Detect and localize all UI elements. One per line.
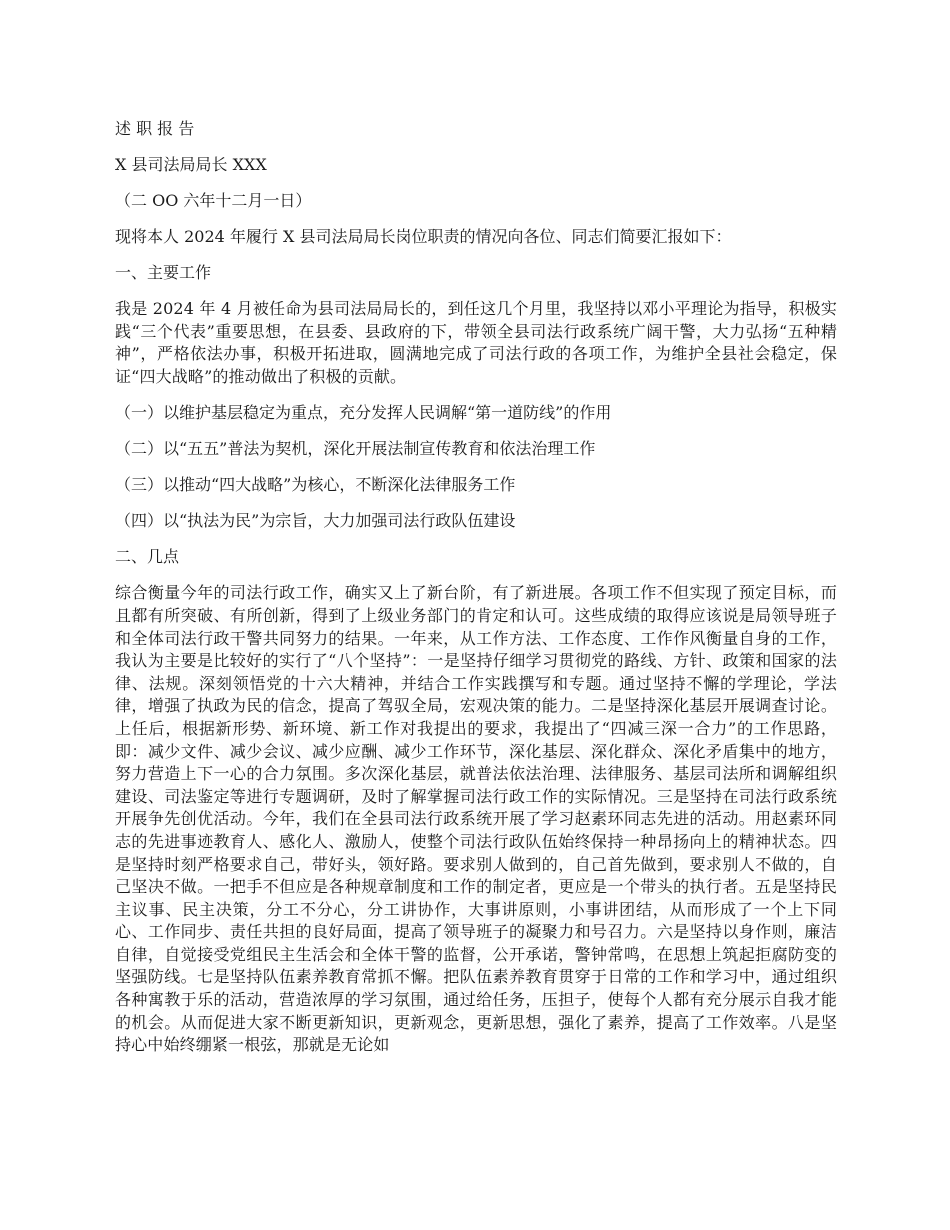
intro-line: 现将本人 2024 年履行 X 县司法局局长岗位职责的情况向各位、同志们简要汇报如下： bbox=[115, 227, 732, 246]
subitem-3: （三）以推动“四大战略”为核心，不断深化法律服务工作 bbox=[115, 475, 516, 495]
section-2-paragraph: 综合衡量今年的司法行政工作，确实又上了新台阶，有了新进展。各项工作不但实现了预定目标，而且都有所突破、有所创新，得到了上级业务部门的肯定和认可。这些成绩的取得应该说是局领导班子和全体司法行政干警共同努力的结果。一年来，从工作方法、工作态度、工作作风衡量自身的工作，我认为主要是比较好的实行了“八个坚持”：一是坚持仔细学习贯彻党的路线、方针、政策和国家的法律、法规。深刻领悟党的十六大精神，并结合工作实践撰写和专题。通过坚持不懈的学理论，学法律，增强了执政为民的信念，提高了驾驭全局，宏观决策的能力。二是坚持深化基层开展调查讨论。上任后，根据新形势、新环境、新工作对我提出的要求，我提出了“四减三深一合力”的工作思路，即：减少文件、减少会议、减少应酬、减少工作环节，深化基层、深化群众、深化矛盾集中的地方，努力营造上下一心的合力氛围。多次深化基层，就普法依法治理、法律服务、基层司法所和调解组织建设、司法鉴定等进行专题调研，及时了解掌握司法行政工作的实际情况。三是坚持在司法行政系统开展争先创优活动。今年，我们在全县司法行政系统开展了学习赵素环同志先进的活动。用赵素环同志的先进事迹教育人、感化人、激励人，使整个司法行政队伍始终保持一种昂扬向上的精神状态。四是坚持时刻严格要求自己，带好头，领好路。要求别人做到的，自己首先做到，要求别人不做的，自己坚决不做。一把手不但应是各种规章制度和工作的制定者，更应是一个带头的执行者。五是坚持民主议事、民主决策，分工不分心，分工讲协作，大事讲原则，小事讲团结，从而形成了一个上下同心、工作同步、责任共担的良好局面，提高了领导班子的凝聚力和号召力。六是坚持以身作则，廉洁自律，自觉接受党组民主生活会和全体干警的监督，公开承诺，警钟常鸣，在思想上筑起拒腐防变的坚强防线。七是坚持队伍素养教育常抓不懈。把队伍素养教育贯穿于日常的工作和学习中，通过组织各种寓教于乐的活动，营造浓厚的学习氛围，通过给任务，压担子，使每个人都有充分展示自我才能的机会。从而促进大家不断更新知识，更新观念，更新思想，强化了素养，提高了工作效率。八是坚持心中始终绷紧一根弦，那就是无论如 bbox=[115, 583, 837, 1055]
section-1-heading: 一、主要工作 bbox=[115, 263, 212, 282]
date-line: （二 OO 六年十二月一日） bbox=[115, 191, 312, 210]
subitem-1: （一）以维护基层稳定为重点，充分发挥人民调解“第一道防线”的作用 bbox=[115, 403, 612, 423]
section-1-paragraph: 我是 2024 年 4 月被任命为县司法局局长的，到任这几个月里，我坚持以邓小平理论为指导，积极实践“三个代表”重要思想，在县委、县政府的下，带领全县司法行政系统广阔干警，大力弘扬“五种精神”，严格依法办事，积极开拓进取，圆满地完成了司法行政的各项工作，为维护全县社会稳定，保证“四大战略”的推动做出了积极的贡献。 bbox=[115, 299, 837, 386]
document-page bbox=[115, 118, 837, 1057]
section-2-heading: 二、几点 bbox=[115, 547, 180, 567]
document-title: 述 职 报 告 bbox=[115, 119, 195, 138]
author-line: X 县司法局局长 XXX bbox=[115, 155, 267, 174]
subitem-2: （二）以“五五”普法为契机，深化开展法制宣传教育和依法治理工作 bbox=[115, 439, 596, 459]
subitem-4: （四）以“执法为民”为宗旨，大力加强司法行政队伍建设 bbox=[115, 511, 516, 531]
